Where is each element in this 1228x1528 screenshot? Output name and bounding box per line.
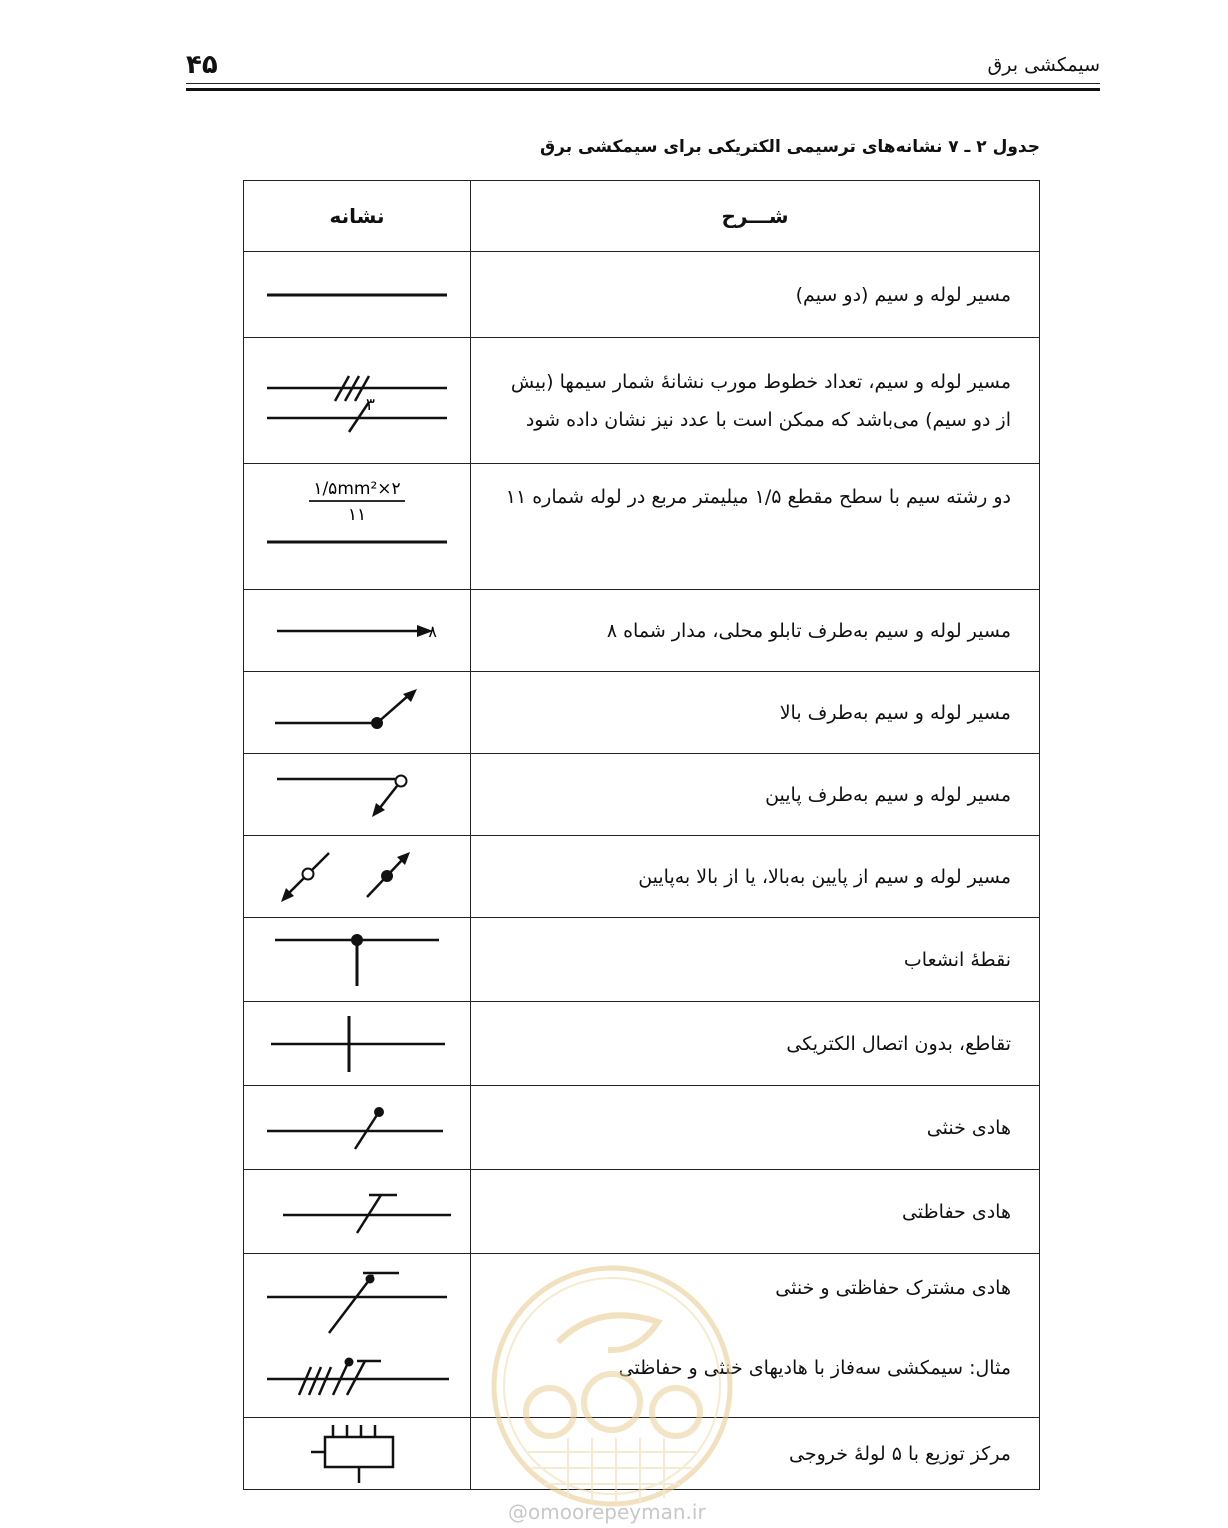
- distribution-center-icon: [257, 1421, 457, 1487]
- row-description: مسیر لوله و سیم، تعداد خطوط مورب نشانهٔ شمار سیمها (بیش از دو سیم) می‌باشد که ممکن است با عدد نیز نشان داده شود: [471, 338, 1040, 464]
- conduit-through-icon: [257, 847, 457, 907]
- table-row: [244, 590, 1040, 672]
- row-description: تقاطع، بدون اتصال الکتریکی: [471, 1002, 1040, 1086]
- crossing-no-connection-icon: [257, 1014, 457, 1074]
- protective-conductor-icon: [257, 1187, 457, 1237]
- table-row: [244, 464, 1040, 590]
- table-caption: جدول ۲ ـ ۷ نشانه‌های ترسیمی الکتریکی برای سیمکشی برق: [539, 137, 1040, 157]
- header-description: شـــرح: [471, 181, 1040, 252]
- pen-conductor-icon: [257, 1261, 457, 1411]
- header-symbol: نشانه: [244, 181, 471, 252]
- conduit-upward-icon: [257, 685, 457, 741]
- row-description: هادی مشترک حفاظتی و خنثی: [775, 1277, 1011, 1299]
- table-header-row: [244, 181, 1040, 252]
- row-description: هادی حفاظتی: [471, 1170, 1040, 1254]
- watermark-site: @omoorepeyman.ir: [508, 1500, 706, 1524]
- table-row: [244, 1170, 1040, 1254]
- wire-section-label-icon: [257, 476, 457, 552]
- row-description: مسیر لوله و سیم به‌طرف تابلو محلی، مدار شماه ۸: [471, 590, 1040, 672]
- running-header: سیمکشی برق: [987, 54, 1100, 76]
- header-rule-thin: [186, 83, 1100, 84]
- table-row: [244, 1002, 1040, 1086]
- table-row: [244, 338, 1040, 464]
- row-description: مسیر لوله و سیم به‌طرف پایین: [471, 754, 1040, 836]
- table-row: [244, 754, 1040, 836]
- neutral-conductor-icon: [257, 1103, 457, 1153]
- table-row: [244, 836, 1040, 918]
- arrow-to-panel-icon: [257, 616, 457, 646]
- row-description: دو رشته سیم با سطح مقطع ۱/۵ میلیمتر مربع در لوله شماره ۱۱: [471, 464, 1040, 590]
- omoorepeyman-logo-icon: [488, 1262, 736, 1510]
- wire-section-top-label: ۲×۱/۵mm²: [313, 479, 401, 499]
- row-example: مثال: سیمکشی سه‌فاز با هادیهای خنثی و حفاظتی: [618, 1357, 1011, 1379]
- row-description: نقطهٔ انشعاب: [471, 918, 1040, 1002]
- row-description: مسیر لوله و سیم از پایین به‌بالا، یا از بالا به‌پایین: [471, 836, 1040, 918]
- table-row: [244, 1086, 1040, 1170]
- header-rule-thick: [186, 88, 1100, 91]
- table-row: [244, 672, 1040, 754]
- row-description: مسیر لوله و سیم (دو سیم): [471, 252, 1040, 338]
- row-description: مرکز توزیع با ۵ لولهٔ خروجی: [471, 1418, 1040, 1490]
- table-row: [244, 252, 1040, 338]
- two-wire-conduit-line-icon: [257, 280, 457, 310]
- page-number: ۴۵: [186, 50, 218, 80]
- row-description: هادی خنثی: [471, 1086, 1040, 1170]
- conduit-downward-icon: [257, 767, 457, 823]
- wire-count-label: ۳: [365, 394, 375, 415]
- circuit-number-label: ۸: [428, 621, 437, 641]
- row-description: مسیر لوله و سیم به‌طرف بالا: [471, 672, 1040, 754]
- wire-section-bottom-label: ۱۱: [347, 505, 367, 525]
- table-row: [244, 918, 1040, 1002]
- multi-wire-conduit-line-icon: [257, 366, 457, 436]
- branch-point-icon: [257, 930, 457, 990]
